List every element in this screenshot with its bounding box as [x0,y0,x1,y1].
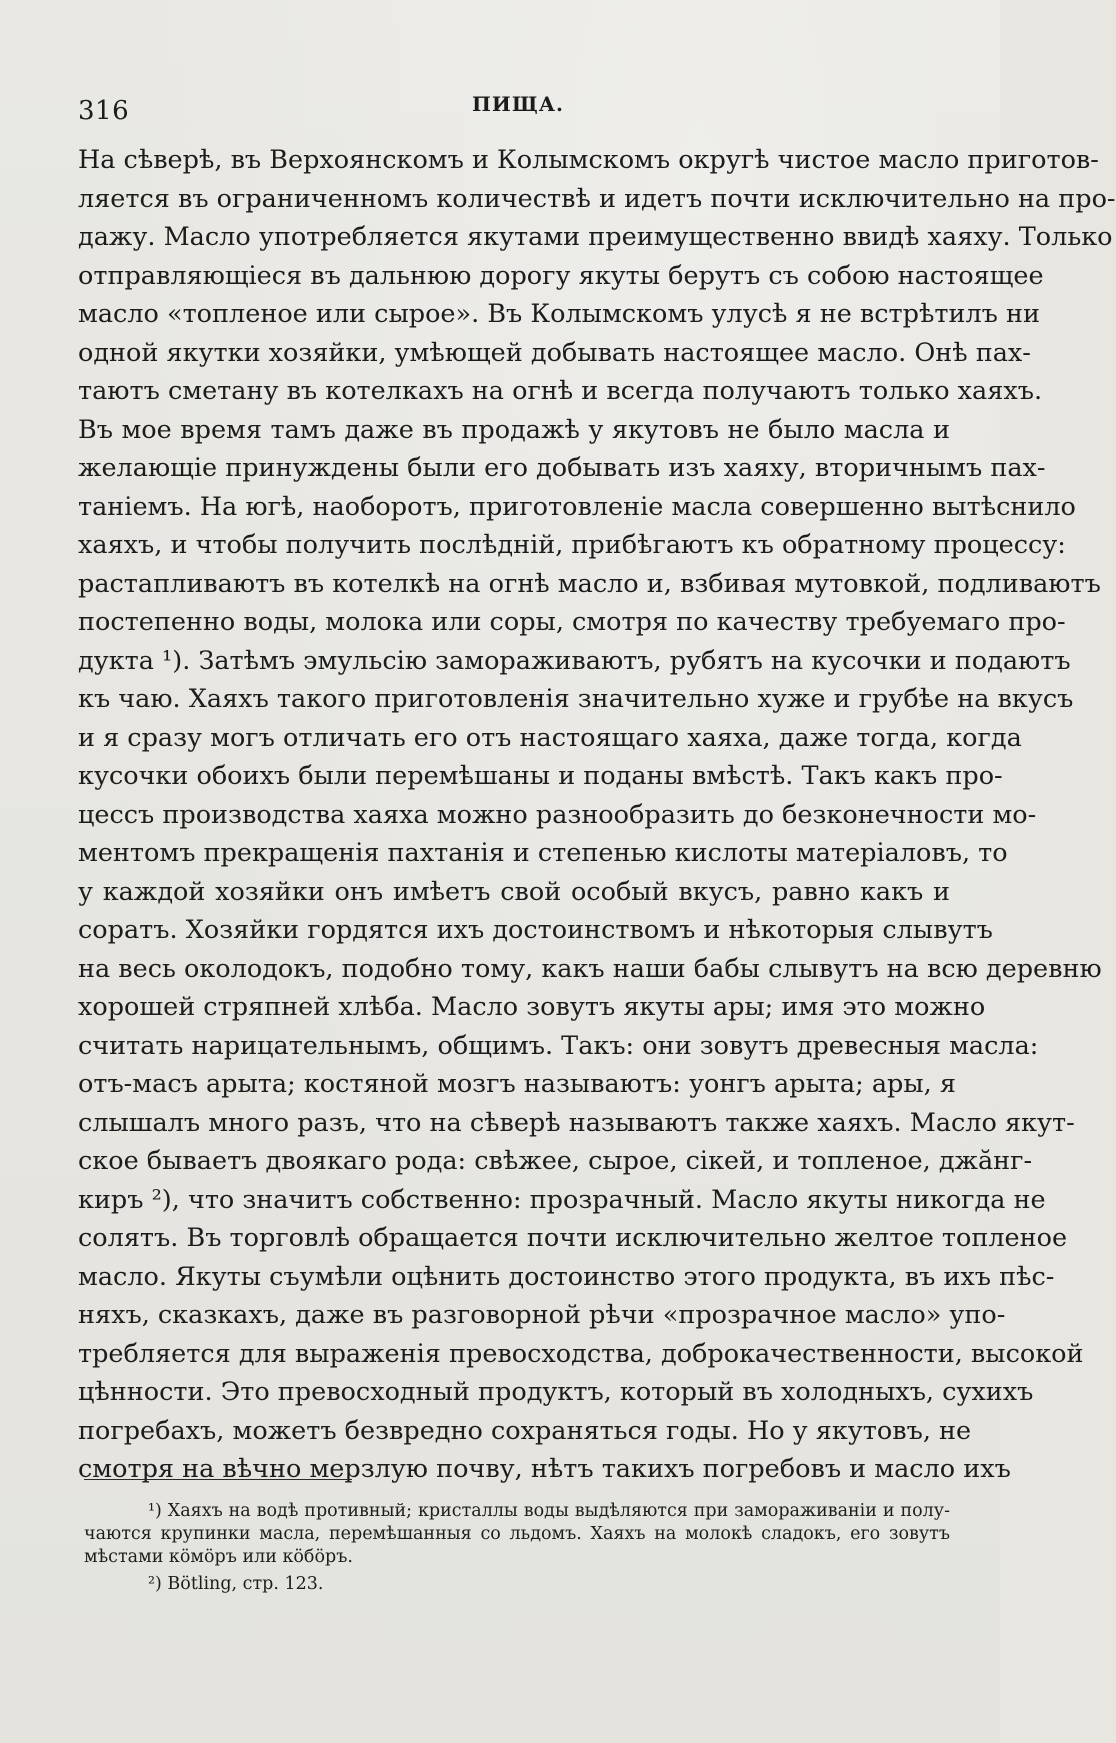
text-line: требляется для выраженія превосходства, доброкачественности, высокой [78,1338,1084,1369]
text-line: ское бываетъ двоякаго рода: свѣжее, сырое, сікей, и топленое, джăнг- [78,1146,1033,1176]
page-header [78,92,958,128]
text-line: няхъ, сказкахъ, даже въ разговорной рѣчи «прозрачное масло» упо- [78,1300,1006,1330]
footnote-line [84,1500,950,1523]
text-line: кусочки обоихъ были перемѣшаны и поданы вмѣстѣ. Такъ какъ про- [78,761,1003,791]
text-line: одной якутки хозяйки, умѣющей добывать настоящее масло. Онѣ пах- [78,337,1031,368]
text-line: ляется въ ограниченномъ количествѣ и идетъ почти исключительно на про- [78,183,1116,214]
text-line: солятъ. Въ торговлѣ обращается почти исключительно желтое топленое [78,1223,1068,1253]
text-line: смотря на вѣчно мерзлую почву, нѣтъ такихъ погребовъ и масло ихъ [78,1454,1011,1484]
running-title: ПИЩА. [472,92,564,116]
text-line: ментомъ прекращенія пахтанія и степенью кислоты матеріаловъ, то [78,838,1008,868]
text-line: таніемъ. На югѣ, наоборотъ, приготовленіе масла совершенно вытѣснило [78,491,1076,522]
page-number: 316 [78,96,130,126]
text-line: таютъ сметану въ котелкахъ на огнѣ и всегда получаютъ только хаяхъ. [78,376,1043,406]
text-line: къ чаю. Хаяхъ такого приготовленія значительно хуже и грубѣе на вкусъ [78,684,1074,714]
text-line: масло «топленое или сырое». Въ Колымскомъ улусѣ я не встрѣтилъ ни [78,299,1040,329]
footnote-text: Хаяхъ на водѣ противный; кристаллы воды выдѣляются при замораживаніи и полу- [167,1501,950,1521]
text-line: постепенно воды, молока или соры, смотря по качеству требуемаго про- [78,607,1066,637]
text-line: соратъ. Хозяйки гордятся ихъ достоинствомъ и нѣкоторыя слывутъ [78,915,993,945]
text-line: погребахъ, можетъ безвредно сохраняться годы. Но у якутовъ, не [78,1415,972,1446]
text-line: и я сразу могъ отличать его отъ настоящаго хаяха, даже тогда, когда [78,722,1022,753]
footnote-line: мѣстами кӧмӧръ или кӧбӧръ. [84,1547,353,1567]
text-line: цѣнности. Это превосходный продуктъ, который въ холодныхъ, сухихъ [78,1377,1034,1407]
text-line: желающіе принуждены были его добывать изъ хаяху, вторичнымъ пах- [78,453,1046,483]
text-line: отправляющіеся въ дальнюю дорогу якуты берутъ съ собою настоящее [78,260,1044,291]
text-line: хаяхъ, и чтобы получить послѣдній, прибѣгаютъ къ обратному процессу: [78,530,1066,560]
text-line: слышалъ много разъ, что на сѣверѣ называютъ также хаяхъ. Масло якут- [78,1107,1075,1138]
text-line: отъ-масъ арыта; костяной мозгъ называютъ: уонгъ арыта; ары, я [78,1069,956,1099]
text-line: растапливаютъ въ котелкѣ на огнѣ масло и, взбивая мутовкой, подливаютъ [78,568,1101,599]
footnote [84,1500,950,1569]
text-line: На сѣверѣ, въ Верхоянскомъ и Колымскомъ округѣ чистое масло приготов- [78,145,1099,175]
text-line: считать нарицательнымъ, общимъ. Такъ: они зовутъ древесныя масла: [78,1030,1039,1061]
footnotes [84,1500,950,1600]
footnote-line [84,1573,950,1596]
footnote-divider [84,1479,352,1480]
text-line: масло. Якуты съумѣли оцѣнить достоинство этого продукта, въ ихъ пѣс- [78,1261,1055,1292]
text-line: цессъ производства хаяха можно разнообразить до безконечности мо- [78,799,1037,830]
text-line: на весь околодокъ, подобно тому, какъ наши бабы слывутъ на всю деревню [78,953,1102,984]
text-line: Въ мое время тамъ даже въ продажѣ у якутовъ не было масла и [78,414,950,445]
text-line: киръ ²), что значитъ собственно: прозрачный. Масло якуты никогда не [78,1184,1046,1215]
footnote-mark: ²) [148,1574,162,1594]
footnote-text: Bötling, стр. 123. [167,1574,324,1594]
text-line: дукта ¹). Затѣмъ эмульсію замораживаютъ, рубятъ на кусочки и подаютъ [78,645,1071,676]
footnote [84,1573,950,1596]
footnote-mark: ¹) [148,1501,162,1521]
text-line: дажу. Масло употребляется якутами преимущественно ввидѣ хаяху. Только [78,222,1113,252]
text-line: у каждой хозяйки онъ имѣетъ свой особый вкусъ, равно какъ и [78,876,950,907]
body-text [78,141,1116,1489]
text-line: хорошей стряпней хлѣба. Масло зовутъ якуты ары; имя это можно [78,992,986,1022]
footnote-line: чаются крупинки масла, перемѣшанныя со льдомъ. Хаяхъ на молокѣ сладокъ, его зовутъ [84,1524,950,1544]
